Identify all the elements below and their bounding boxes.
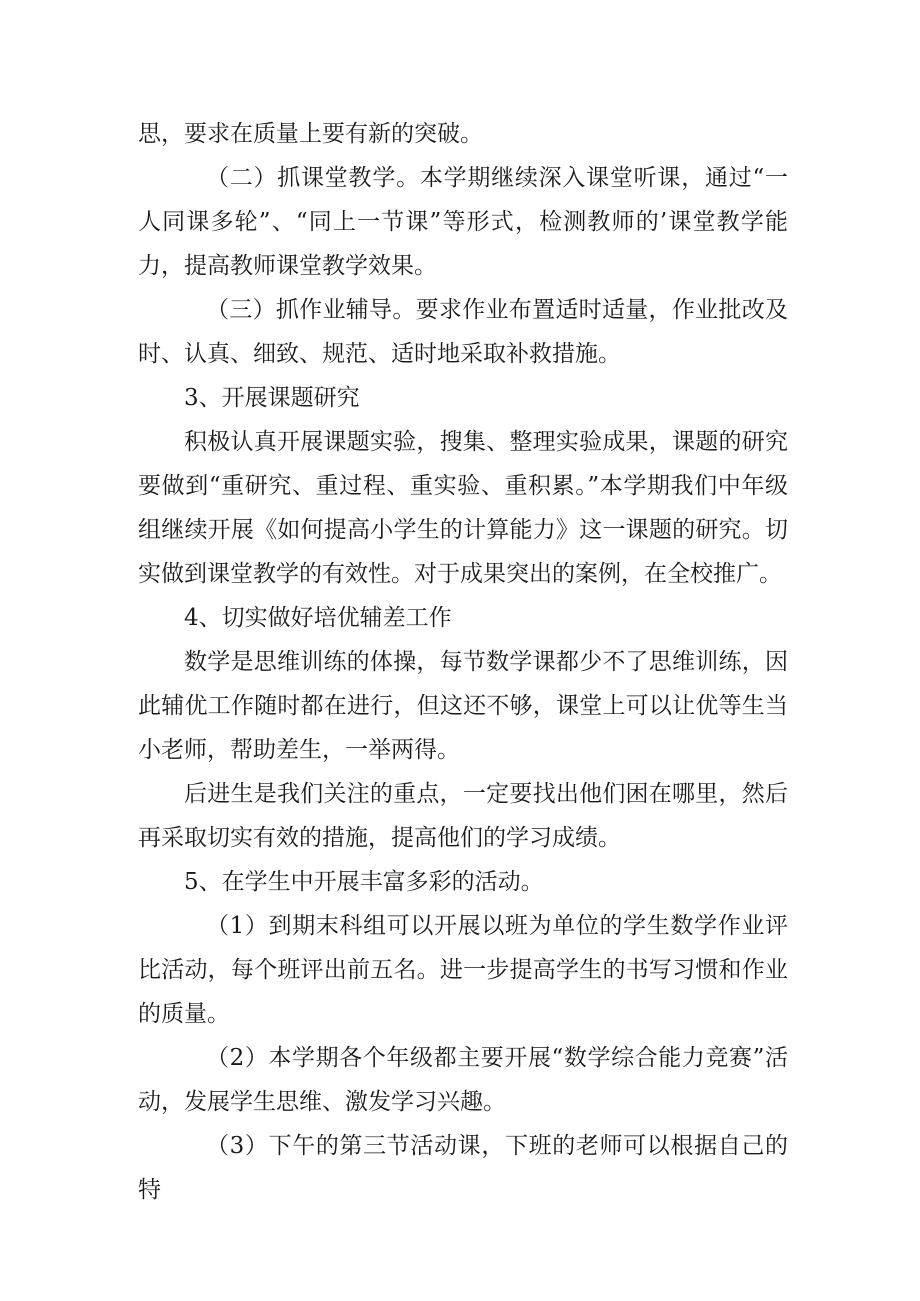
list-item-3: （3）下午的第三节活动课，下班的老师可以根据自己的特 (138, 1133, 788, 1203)
paragraph-1: 思，要求在质量上要有新的突破。 (138, 121, 483, 147)
document-body (138, 112, 788, 1212)
list-item-1: （1）到期末科组可以开展以班为单位的学生数学作业评比活动，每个班评出前五名。进一步提高学生的书写习惯和作业的质量。 (138, 913, 788, 1027)
paragraph-3: （三）抓作业辅导。要求作业布置适时适量，作业批改及时、认真、细致、规范、适时地采取补救措施。 (138, 297, 788, 367)
paragraph-6: 后进生是我们关注的重点，一定要找出他们困在哪里，然后再采取切实有效的措施，提高他们的学习成绩。 (138, 781, 788, 851)
paragraph-5: 数学是思维训练的体操，每节数学课都少不了思维训练，因此辅优工作随时都在进行，但这还不够，课堂上可以让优等生当小老师，帮助差生，一举两得。 (138, 649, 788, 763)
paragraph-2: （二）抓课堂教学。本学期继续深入课堂听课，通过“一人同课多轮”、“同上一节课”等形式，检测教师的’课堂教学能力，提高教师课堂教学效果。 (138, 165, 788, 279)
section-heading-5: 5、在学生中开展丰富多彩的活动。 (184, 869, 544, 895)
paragraph-4: 积极认真开展课题实验，搜集、整理实验成果，课题的研究要做到“重研究、重过程、重实验、重积累。”本学期我们中年级组继续开展《如何提高小学生的计算能力》这一课题的研究。切实做到课堂教学的有效性。对于成果突出的案例，在全校推广。 (138, 429, 788, 587)
section-heading-3: 3、开展课题研究 (184, 385, 360, 411)
list-item-2: （2）本学期各个年级都主要开展“数学综合能力竞赛”活动，发展学生思维、激发学习兴趣。 (138, 1045, 788, 1115)
section-heading-4: 4、切实做好培优辅差工作 (184, 605, 452, 631)
